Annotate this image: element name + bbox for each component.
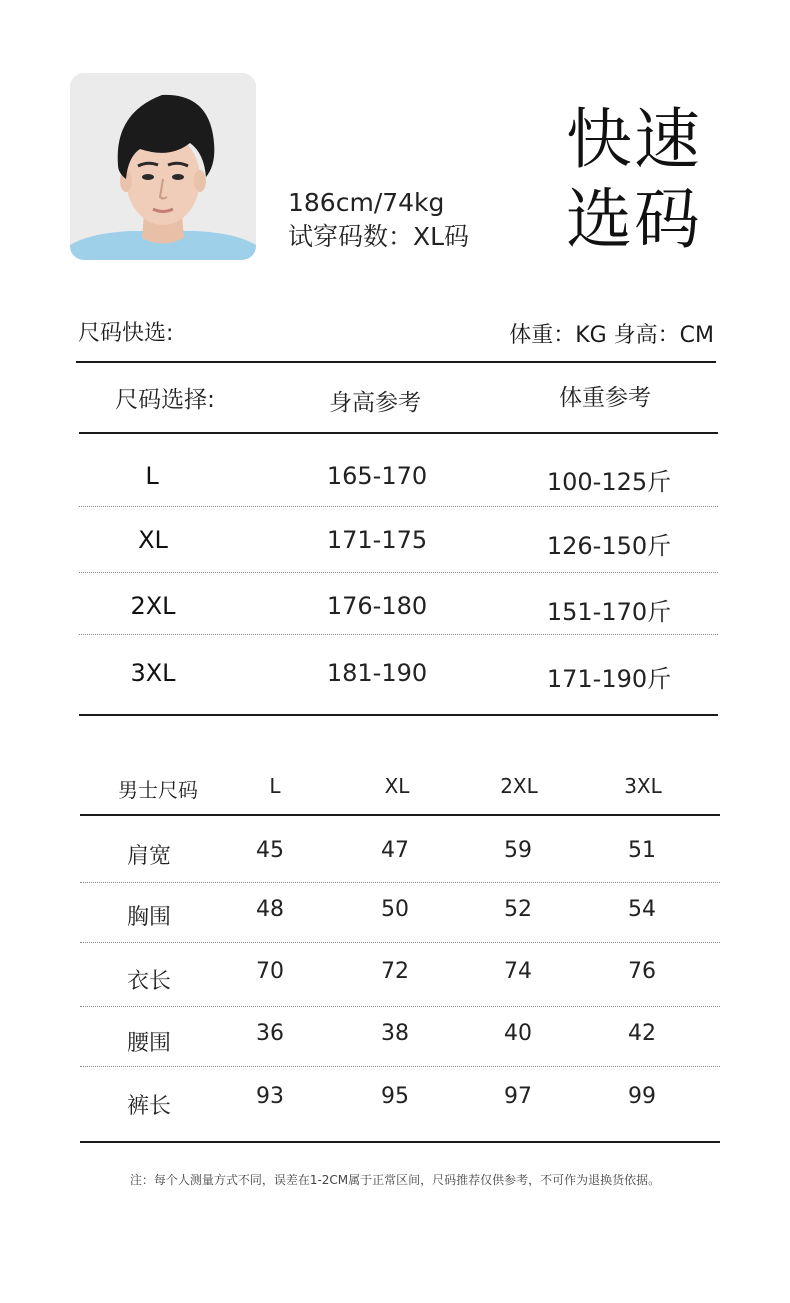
table2-cell: 76 (628, 959, 656, 984)
table2-cell: 97 (504, 1084, 532, 1109)
table2-header-size: XL (384, 774, 410, 798)
table1-row-size: 3XL (130, 659, 176, 687)
table2-cell: 54 (628, 897, 656, 922)
table1-header-size: 尺码选择: (115, 387, 215, 413)
disclaimer-note: 注：每个人测量方式不同，误差在1-2CM属于正常区间，尺码推荐仅供参考，不可作为退换货依据。 (129, 1173, 661, 1187)
row-divider (80, 1006, 720, 1007)
table1-row-height: 181-190 (326, 659, 428, 687)
table2-row-label: 裤长 (126, 1094, 172, 1119)
model-photo (70, 73, 256, 260)
table1-row-weight: 100-125斤 (546, 468, 672, 496)
row-divider (79, 506, 718, 507)
model-portrait-illustration (70, 73, 256, 260)
table2-cell: 36 (256, 1021, 284, 1046)
table1-header-height: 身高参考 (329, 390, 421, 416)
model-fit-size: 试穿码数：XL码 (288, 222, 470, 251)
table2-bottom-rule (80, 1141, 720, 1143)
table2-cell: 38 (381, 1021, 409, 1046)
row-divider (79, 572, 718, 573)
table2-cell: 93 (256, 1084, 284, 1109)
table2-header-size: 2XL (500, 774, 538, 798)
page-title (566, 100, 702, 260)
title-line-2: 选码 (566, 181, 702, 258)
table1-bottom-rule (79, 714, 718, 716)
table2-cell: 51 (628, 838, 656, 863)
table2-cell: 48 (256, 897, 284, 922)
table2-cell: 74 (504, 959, 532, 984)
table1-row-size: 2XL (130, 592, 176, 620)
table2-row-label: 肩宽 (126, 844, 172, 869)
table2-row-label: 腰围 (126, 1031, 172, 1056)
model-info (288, 186, 469, 254)
row-divider (79, 634, 718, 635)
table2-cell: 42 (628, 1021, 656, 1046)
table2-cell: 45 (256, 838, 284, 863)
row-divider (80, 882, 720, 883)
title-line-1: 快速 (566, 101, 702, 178)
table1-row-weight: 171-190斤 (546, 665, 672, 693)
table1-row-weight: 126-150斤 (546, 532, 672, 560)
table1-row-height: 176-180 (326, 592, 428, 620)
table2-header-size: 3XL (624, 774, 662, 798)
table2-header-rule (80, 814, 720, 816)
table2-cell: 70 (256, 959, 284, 984)
table2-row-label: 衣长 (126, 969, 172, 994)
table2-cell: 40 (504, 1021, 532, 1046)
row-divider (80, 1066, 720, 1067)
row-divider (80, 942, 720, 943)
model-stats: 186cm/74kg (288, 188, 445, 217)
table2-cell: 72 (381, 959, 409, 984)
table2-cell: 47 (381, 838, 409, 863)
table2-row-label: 胸围 (126, 905, 172, 930)
table2-header-size: L (269, 774, 281, 798)
table1-row-size: XL (138, 526, 168, 554)
units-label: 体重：KG 身高：CM (509, 323, 714, 348)
quick-select-label: 尺码快选: (78, 321, 174, 346)
table2-cell: 50 (381, 897, 409, 922)
table1-row-weight: 151-170斤 (546, 598, 672, 626)
table2-cell: 95 (381, 1084, 409, 1109)
table2-header-label: 男士尺码 (118, 778, 198, 802)
table1-row-height: 165-170 (326, 462, 428, 490)
table2-cell: 52 (504, 897, 532, 922)
table1-header-weight: 体重参考 (559, 385, 651, 411)
table1-header-rule (79, 432, 718, 434)
table2-cell: 99 (628, 1084, 656, 1109)
table1-row-height: 171-175 (326, 526, 428, 554)
table2-cell: 59 (504, 838, 532, 863)
table1-top-rule (76, 361, 716, 363)
table1-row-size: L (145, 462, 159, 490)
